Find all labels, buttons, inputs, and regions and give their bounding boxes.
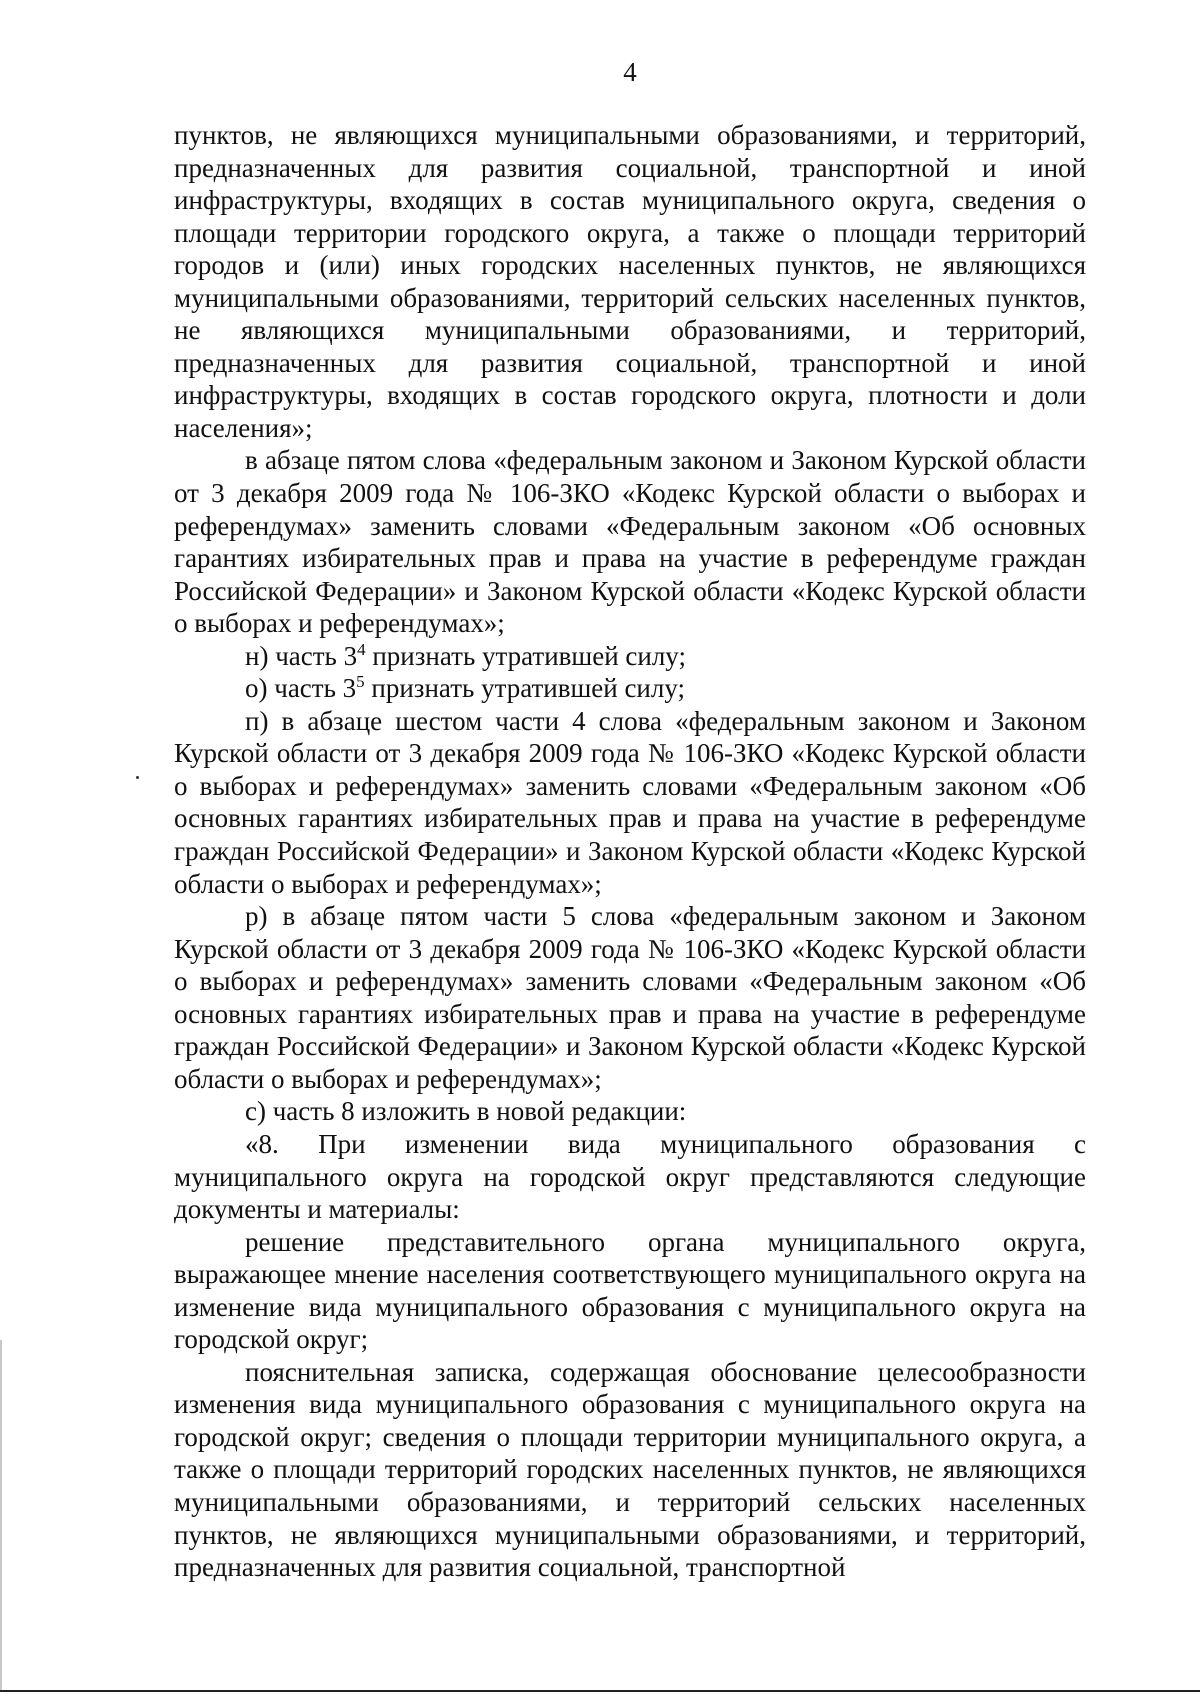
item-o-superscript: 5	[356, 672, 365, 692]
page-number: 4	[623, 57, 637, 87]
item-n-superscript: 4	[357, 639, 366, 659]
paragraph-item-o	[174, 672, 1086, 705]
paragraph-item-p: п) в абзаце шестом части 4 слова «федеральным законом и Законом Курской области от 3 декабря 2009 года № 106-ЗКО «Кодекс Курской области о выборах и референдумах» заменить словами «Федеральным законом «Об основных гарантиях избирательных прав и права на участие в референдуме граждан Российской Федерации» и Законом Курской области «Кодекс Курской области о выборах и референдумах»;	[174, 705, 1086, 899]
item-n-text: н) часть 3	[245, 640, 358, 671]
paragraph-explanatory-note: пояснительная записка, содержащая обоснование целесообразности изменения вида муниципального образования с муниципального округа на городской округ; сведения о площади территории муниципального округа, а также о площади территорий городских населенных пунктов, не являющихся муниципальными образованиями, и территорий сельских населенных пунктов, не являющихся муниципальными образованиями, и территорий, предназначенных для развития социальной, транспортной	[174, 1356, 1086, 1583]
item-o-text: о) часть 3	[245, 673, 357, 704]
paragraph-part-8: «8. При изменении вида муниципального образования с муниципального округа на городской округ представляются следующие документы и материалы:	[174, 1128, 1086, 1225]
scan-bottom-edge	[0, 1690, 1200, 1692]
paragraph-continuation: пунктов, не являющихся муниципальными образованиями, и территорий, предназначенных для развития социальной, транспортной и иной инфраструктуры, входящих в состав муниципального округа, сведения о площади территории городского округа, а также о площади территорий городов и (или) иных городских населенных пунктов, не являющихся муниципальными образованиями, территорий сельских населенных пунктов, не являющихся муниципальными образованиями, и территорий, предназначенных для развития социальной, транспортной и иной инфраструктуры, входящих в состав городского округа, плотности и доли населения»;	[174, 120, 1086, 443]
paragraph-amendment-abzats-5: в абзаце пятом слова «федеральным законом и Законом Курской области от 3 декабря 2009 года № 106-ЗКО «Кодекс Курской области о выборах и референдумах» заменить словами «Федеральным законом «Об основных гарантиях избирательных прав и права на участие в референдуме граждан Российской Федерации» и Законом Курской области «Кодекс Курской области о выборах и референдумах»;	[174, 445, 1086, 639]
paragraph-item-r: р) в абзаце пятом части 5 слова «федеральным законом и Законом Курской области от 3 декабря 2009 года № 106-ЗКО «Кодекс Курской области о выборах и референдумах» заменить словами «Федеральным законом «Об основных гарантиях избирательных прав и права на участие в референдуме граждан Российской Федерации» и Законом Курской области «Кодекс Курской области о выборах и референдумах»;	[174, 901, 1086, 1094]
paragraph-item-s: с) часть 8 изложить в новой редакции:	[245, 1096, 687, 1127]
paragraph-decision: решение представительного органа муниципального округа, выражающее мнение населения соответствующего муниципального округа на изменение вида муниципального образования с муниципального округа на городской округ;	[174, 1226, 1086, 1355]
item-o-text-end: признать утратившей силу;	[364, 673, 686, 704]
scan-left-edge	[0, 1340, 2, 1690]
paragraph-item-n	[174, 640, 1086, 673]
document-body	[174, 119, 1086, 1584]
item-n-text-end: признать утратившей силу;	[365, 640, 686, 671]
scan-speck	[136, 776, 139, 779]
